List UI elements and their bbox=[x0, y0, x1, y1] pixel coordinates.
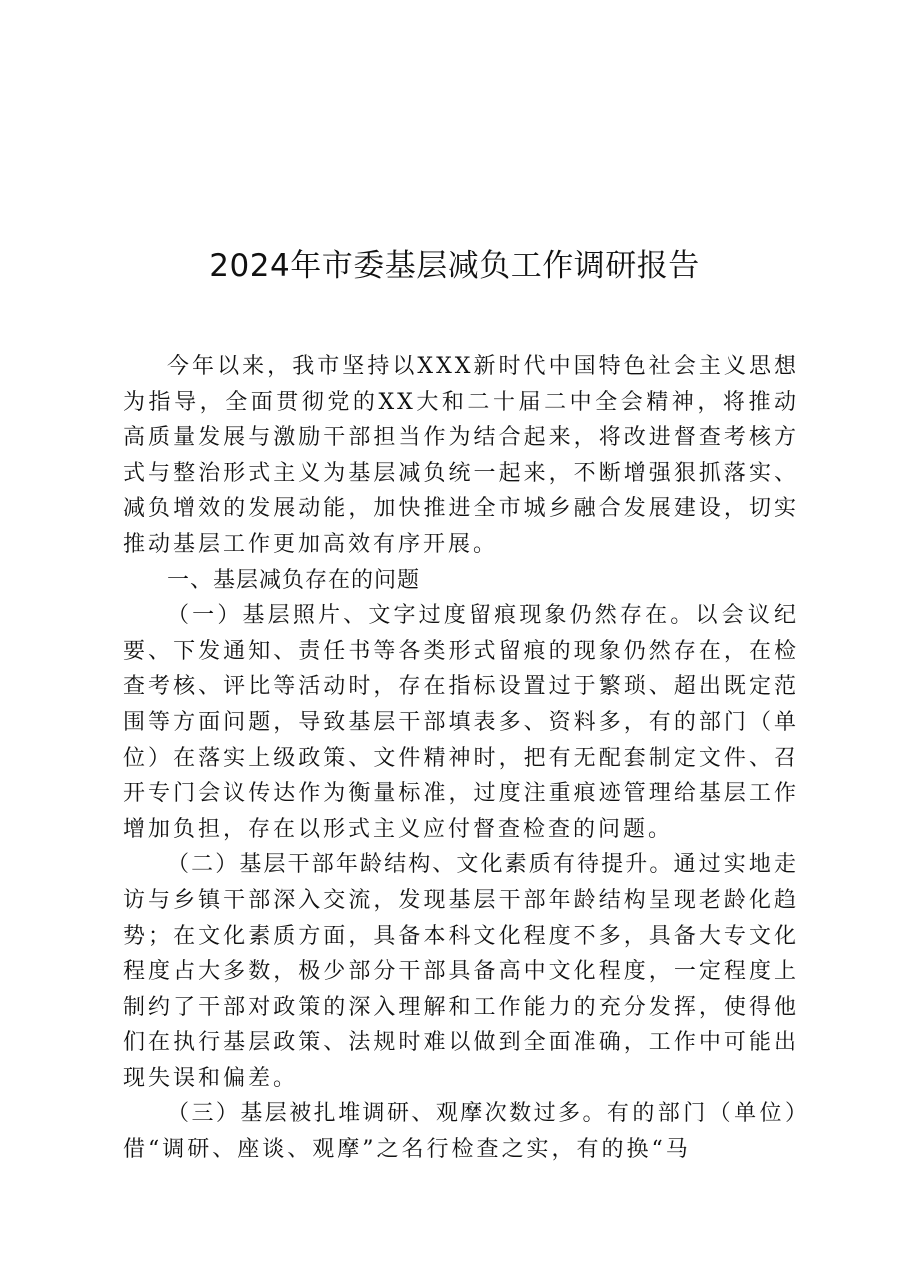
section-heading: 一、基层减负存在的问题 bbox=[167, 567, 421, 593]
item-heading-3: （三）基层被扎堆调研、观摩次数过多。 bbox=[167, 1101, 607, 1127]
item-text-2: 通过实地走访与乡镇干部深入交流，发现基层干部年龄结构呈现老龄化趋势；在文化素质方面，具备本科文化程度不多，具备大专文化程度占大多数，极少部分干部具备高中文化程度，一定程度上制约了干部对政策的深入理解和工作能力的充分发挥，使得他们在执行基层政策、法规时难以做到全面准确，工作中可能出现失误和偏差。 bbox=[123, 852, 799, 1091]
item-heading-2: （二）基层干部年龄结构、文化素质有待提升。 bbox=[167, 852, 674, 878]
document-title: 2024年市委基层减负工作调研报告 bbox=[209, 248, 700, 284]
item-heading-1: （一）基层照片、文字过度留痕现象仍然存在。 bbox=[167, 603, 696, 629]
item-paragraph-1 bbox=[123, 598, 799, 847]
document-body bbox=[123, 349, 799, 1168]
intro-paragraph: 今年以来，我市坚持以XXX新时代中国特色社会主义思想为指导，全面贯彻党的XX大和二十届二中全会精神，将推动高质量发展与激励干部担当作为结合起来，将改进督查考核方式与整治形式主义为基层减负统一起来，不断增强狠抓落实、减负增效的发展动能，加快推进全市城乡融合发展建设，切实推动基层工作更加高效有序开展。 bbox=[123, 354, 799, 557]
item-paragraph-2 bbox=[123, 847, 799, 1096]
item-paragraph-3 bbox=[123, 1096, 799, 1167]
item-text-3: 有的部门（单位）借“调研、座谈、观摩”之名行检查之实，有的换“马 bbox=[123, 1101, 799, 1163]
item-text-1: 以会议纪要、下发通知、责任书等各类形式留痕的现象仍然存在，在检查考核、评比等活动时，存在指标设置过于繁琐、超出既定范围等方面问题，导致基层干部填表多、资料多，有的部门（单位）在落实上级政策、文件精神时，把有无配套制定文件、召开专门会议传达作为衡量标准，过度注重痕迹管理给基层工作增加负担，存在以形式主义应付督查检查的问题。 bbox=[123, 603, 799, 842]
